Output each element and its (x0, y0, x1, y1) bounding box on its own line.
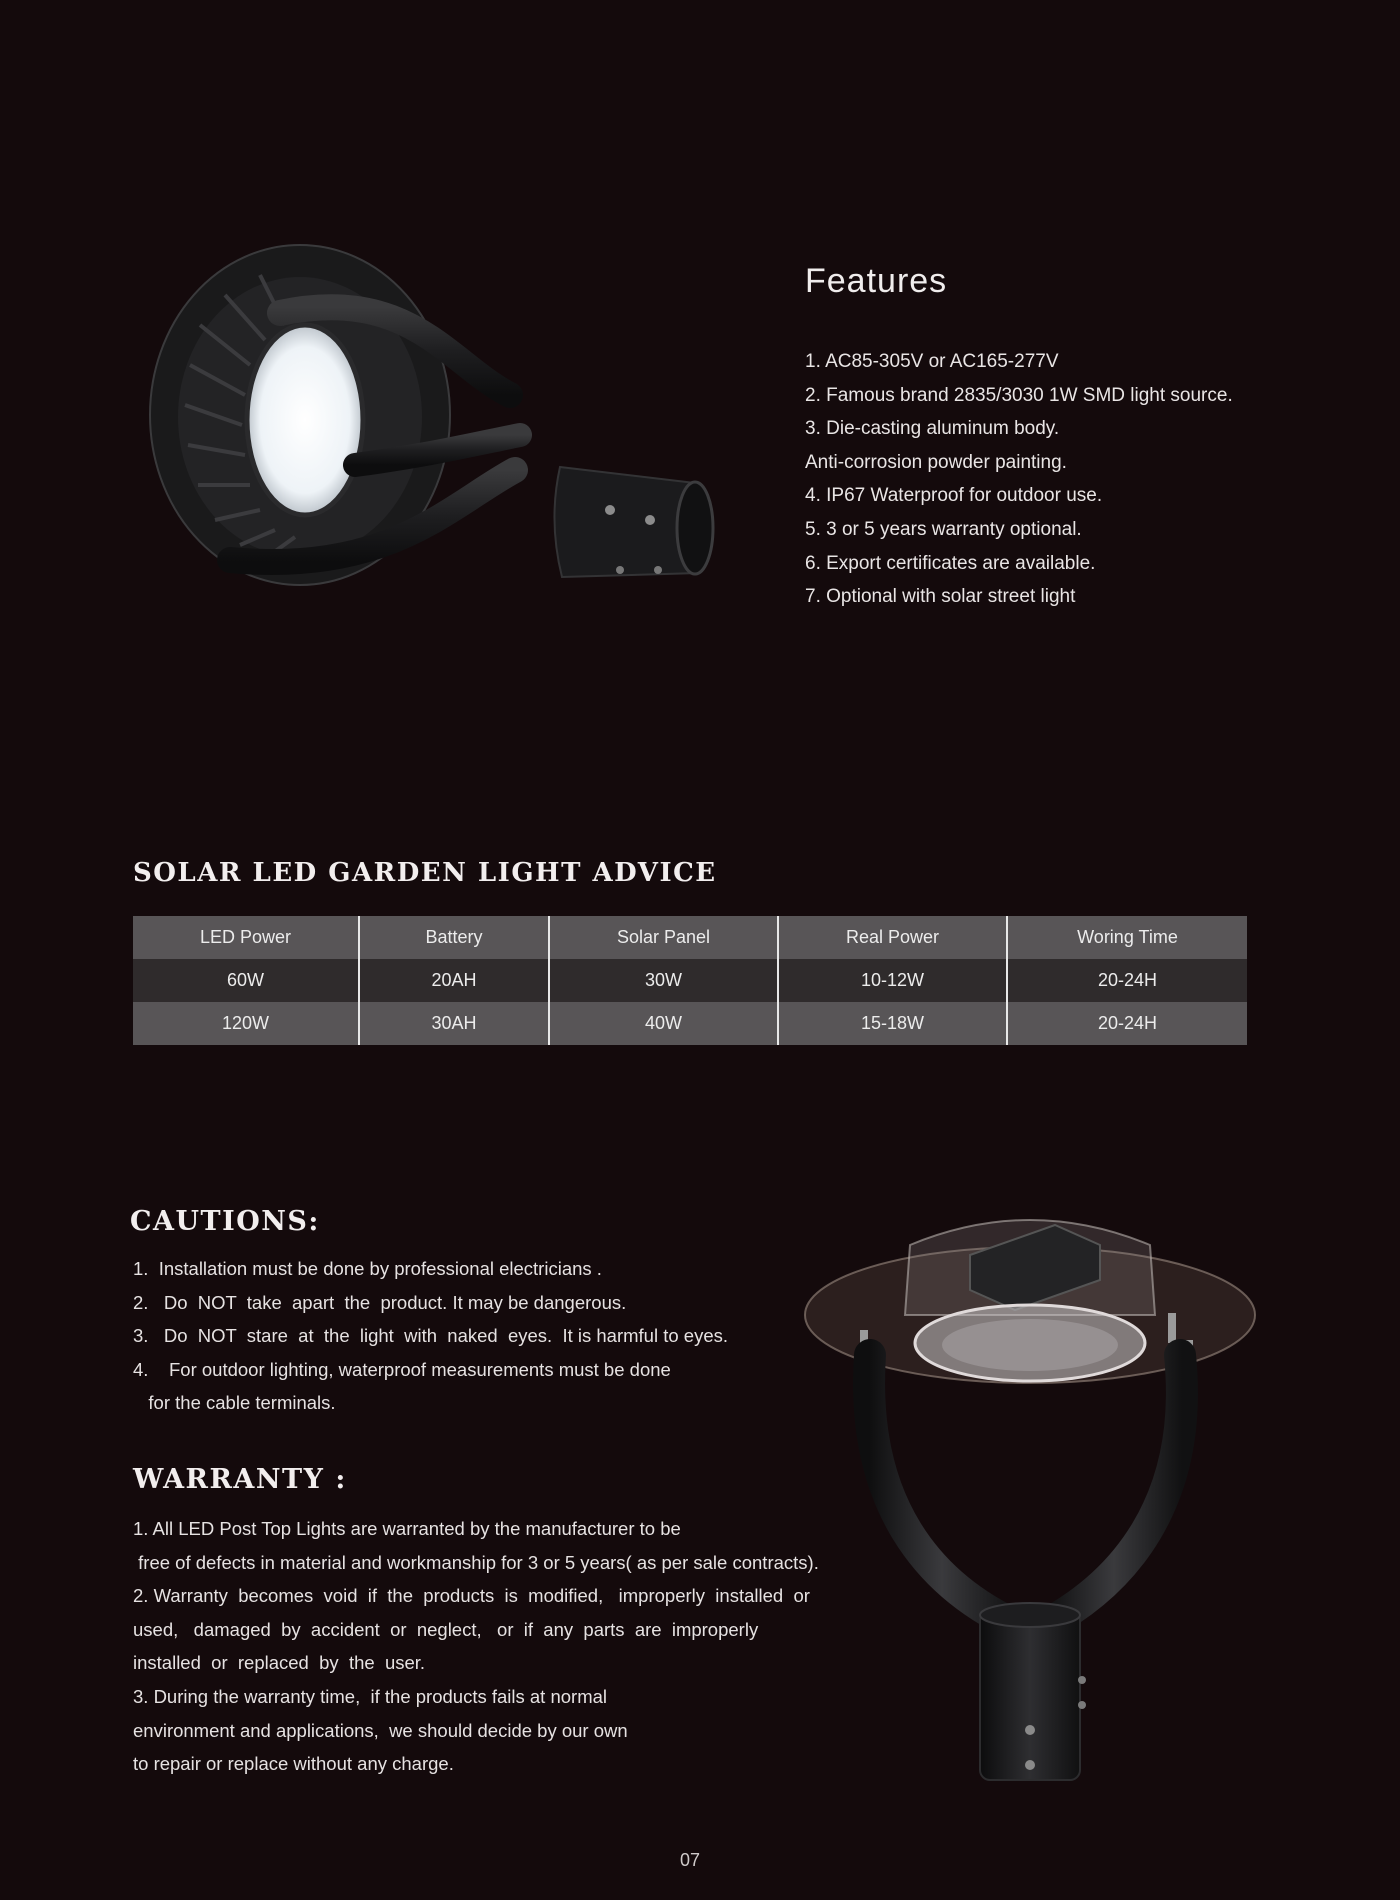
post-top-light-transparent-image (800, 1205, 1280, 1785)
features-title: Features (805, 262, 948, 300)
cautions-heading: CAUTIONS: (130, 1206, 320, 1237)
table-cell: 30W (549, 959, 778, 1002)
table-cell: 120W (133, 1002, 359, 1045)
advice-table (133, 916, 1247, 1045)
table-cell: 20AH (359, 959, 549, 1002)
post-top-light-side-image (150, 245, 710, 625)
feature-item: 3. Die-casting aluminum body. (805, 418, 1060, 440)
table-cell: 10-12W (778, 959, 1007, 1002)
features-list (805, 345, 1325, 614)
table-row (133, 1002, 1247, 1045)
table-cell: 30AH (359, 1002, 549, 1045)
table-cell: 20-24H (1007, 1002, 1247, 1045)
warranty-heading: WARRANTY : (133, 1464, 347, 1495)
warranty-item: used, damaged by accident or neglect, or if any parts are improperly (133, 1618, 759, 1640)
table-cell: 20-24H (1007, 959, 1247, 1002)
table-cell: 15-18W (778, 1002, 1007, 1045)
table-header-cell: Woring Time (1007, 916, 1247, 959)
feature-item: 4. IP67 Waterproof for outdoor use. (805, 485, 1103, 507)
table-header-cell: Battery (359, 916, 549, 959)
cautions-list (133, 1252, 793, 1420)
page-number: 07 (680, 1850, 701, 1870)
caution-item: 3. Do NOT stare at the light with naked eyes. It is harmful to eyes. (133, 1325, 728, 1347)
table-header-row (133, 916, 1247, 959)
caution-item: for the cable terminals. (133, 1392, 336, 1414)
feature-item: 1. AC85-305V or AC165-277V (805, 351, 1059, 372)
feature-item: 2. Famous brand 2835/3030 1W SMD light source. (805, 384, 1233, 406)
feature-item: 7. Optional with solar street light (805, 586, 1076, 608)
warranty-item: 2. Warranty becomes void if the products is modified, improperly installed or (133, 1585, 810, 1607)
caution-item: 2. Do NOT take apart the product. It may be dangerous. (133, 1291, 627, 1313)
table-cell: 40W (549, 1002, 778, 1045)
feature-item: 5. 3 or 5 years warranty optional. (805, 518, 1082, 540)
caution-item: 1. Installation must be done by professional electricians . (133, 1258, 602, 1279)
table-header-cell: Solar Panel (549, 916, 778, 959)
table-row (133, 959, 1247, 1002)
table-header-cell: LED Power (133, 916, 359, 959)
warranty-item: to repair or replace without any charge. (133, 1753, 454, 1775)
warranty-item: environment and applications, we should decide by our own (133, 1719, 628, 1741)
table-header-cell: Real Power (778, 916, 1007, 959)
advice-heading: SOLAR LED GARDEN LIGHT ADVICE (133, 858, 717, 888)
feature-item: Anti-corrosion powder painting. (805, 451, 1067, 473)
warranty-list (133, 1512, 913, 1781)
warranty-item: 3. During the warranty time, if the products fails at normal (133, 1685, 608, 1707)
warranty-item: 1. All LED Post Top Lights are warranted by the manufacturer to be (133, 1518, 681, 1539)
feature-item: 6. Export certificates are available. (805, 552, 1096, 574)
table-cell: 60W (133, 959, 359, 1002)
caution-item: 4. For outdoor lighting, waterproof measurements must be done (133, 1358, 671, 1380)
warranty-item: installed or replaced by the user. (133, 1652, 426, 1674)
warranty-item: free of defects in material and workmanship for 3 or 5 years( as per sale contracts). (133, 1551, 819, 1573)
